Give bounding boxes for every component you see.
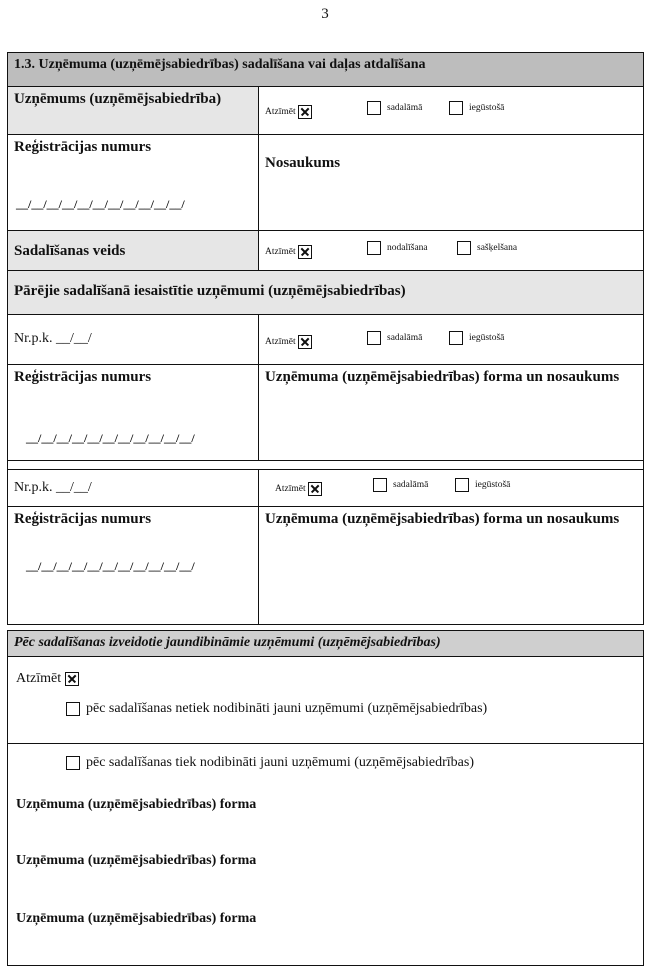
mark-checked-icon — [65, 672, 79, 686]
reg-number-label: Reģistrācijas numurs __/__/__/__/__/__/__/__/__/__/__/ — [8, 135, 259, 230]
nr-label: Nr.p.k. __/__/ — [8, 315, 259, 364]
form-name-label-2: Uzņēmuma (uzņēmējsabiedrības) forma un nosaukums — [265, 511, 620, 527]
other-companies-label: Pārējie sadalīšanā iesaistītie uzņēmumi (uzņēmējsabiedrības) — [14, 283, 406, 299]
splitting-checkbox[interactable] — [457, 241, 471, 255]
division-type-label: Sadalīšanas veids — [8, 231, 259, 270]
division-type-options — [259, 231, 643, 270]
mark-row — [16, 671, 79, 687]
divided-checkbox-3[interactable] — [373, 478, 387, 492]
divided-checkbox-2[interactable] — [367, 331, 381, 345]
divided-checkbox[interactable] — [367, 101, 381, 115]
section-division-box — [7, 52, 644, 625]
page-number: 3 — [321, 6, 329, 22]
no-new-option — [66, 701, 487, 717]
section-new-companies-box — [7, 630, 644, 966]
mark-checked-icon — [298, 245, 312, 259]
company-label: Uzņēmums (uzņēmējsabiedrība) — [8, 87, 259, 134]
form-label-3: Uzņēmuma (uzņēmējsabiedrības) forma — [16, 911, 257, 926]
separation-checkbox[interactable] — [367, 241, 381, 255]
reg-number-field-2[interactable]: __/__/__/__/__/__/__/__/__/__/__/ — [26, 431, 195, 445]
mark-label-4: Atzīmēt — [275, 484, 306, 495]
new-companies-title: Pēc sadalīšanas izveidotie jaundibināmie uzņēmumi (uzņēmējsabiedrības) — [8, 631, 643, 657]
no-new-label: pēc sadalīšanas netiek nodibināti jauni uzņēmumi (uzņēmējsabiedrības) — [86, 701, 488, 716]
new-option — [66, 755, 474, 771]
reg-number-label-2: Reģistrācijas numurs __/__/__/__/__/__/__/__/__/__/__/ — [8, 365, 259, 460]
division-type-row — [8, 231, 643, 271]
company-1-nr-row — [8, 315, 643, 365]
mark-checked-icon — [298, 105, 312, 119]
mark-label-3: Atzīmēt — [265, 337, 296, 348]
mark-label: Atzīmēt — [265, 107, 296, 118]
form-name-label: Uzņēmuma (uzņēmējsabiedrības) forma un nosaukums — [265, 369, 620, 385]
acquiring-label-3: iegūstošā — [475, 480, 511, 491]
other-companies-row — [8, 271, 643, 315]
acquiring-label: iegūstošā — [469, 103, 505, 114]
company-2-reg-row — [8, 507, 643, 624]
registration-row — [8, 135, 643, 231]
nr-field[interactable]: __/__/ — [56, 331, 92, 346]
divider — [8, 743, 643, 744]
nr-label-2: Nr.p.k. __/__/ — [8, 470, 259, 506]
company-2-nr-row — [8, 469, 643, 507]
acquiring-checkbox-2[interactable] — [449, 331, 463, 345]
form-label-2: Uzņēmuma (uzņēmējsabiedrības) forma — [16, 853, 257, 868]
acquiring-label-2: iegūstošā — [469, 333, 505, 344]
company-row — [8, 87, 643, 135]
acquiring-checkbox[interactable] — [449, 101, 463, 115]
new-label: pēc sadalīšanas tiek nodibināti jauni uzņēmumi (uzņēmējsabiedrības) — [86, 755, 474, 770]
divided-label-3: sadalāmā — [393, 480, 429, 491]
new-checkbox[interactable] — [66, 756, 80, 770]
mark-label-5: Atzīmēt — [16, 671, 62, 686]
company-options — [259, 87, 643, 134]
separation-label: nodalīšana — [387, 243, 428, 254]
no-new-checkbox[interactable] — [66, 702, 80, 716]
acquiring-checkbox-3[interactable] — [455, 478, 469, 492]
company-1-reg-row — [8, 365, 643, 461]
reg-number-field[interactable]: __/__/__/__/__/__/__/__/__/__/__/ — [16, 197, 185, 211]
nr-field-2[interactable]: __/__/ — [56, 480, 92, 495]
divided-label: sadalāmā — [387, 103, 423, 114]
section-title: 1.3. Uzņēmuma (uzņēmējsabiedrības) sadalīšana vai daļas atdalīšana — [8, 53, 643, 87]
mark-checked-icon — [298, 335, 312, 349]
name-label: Nosaukums — [265, 155, 341, 171]
mark-label-2: Atzīmēt — [265, 247, 296, 258]
splitting-label: sašķelšana — [477, 243, 518, 254]
divided-label-2: sadalāmā — [387, 333, 423, 344]
reg-number-label-3: Reģistrācijas numurs __/__/__/__/__/__/__/__/__/__/__/ — [8, 507, 259, 624]
mark-checked-icon — [308, 482, 322, 496]
form-label-1: Uzņēmuma (uzņēmējsabiedrības) forma — [16, 797, 257, 812]
reg-number-field-3[interactable]: __/__/__/__/__/__/__/__/__/__/__/ — [26, 559, 195, 573]
